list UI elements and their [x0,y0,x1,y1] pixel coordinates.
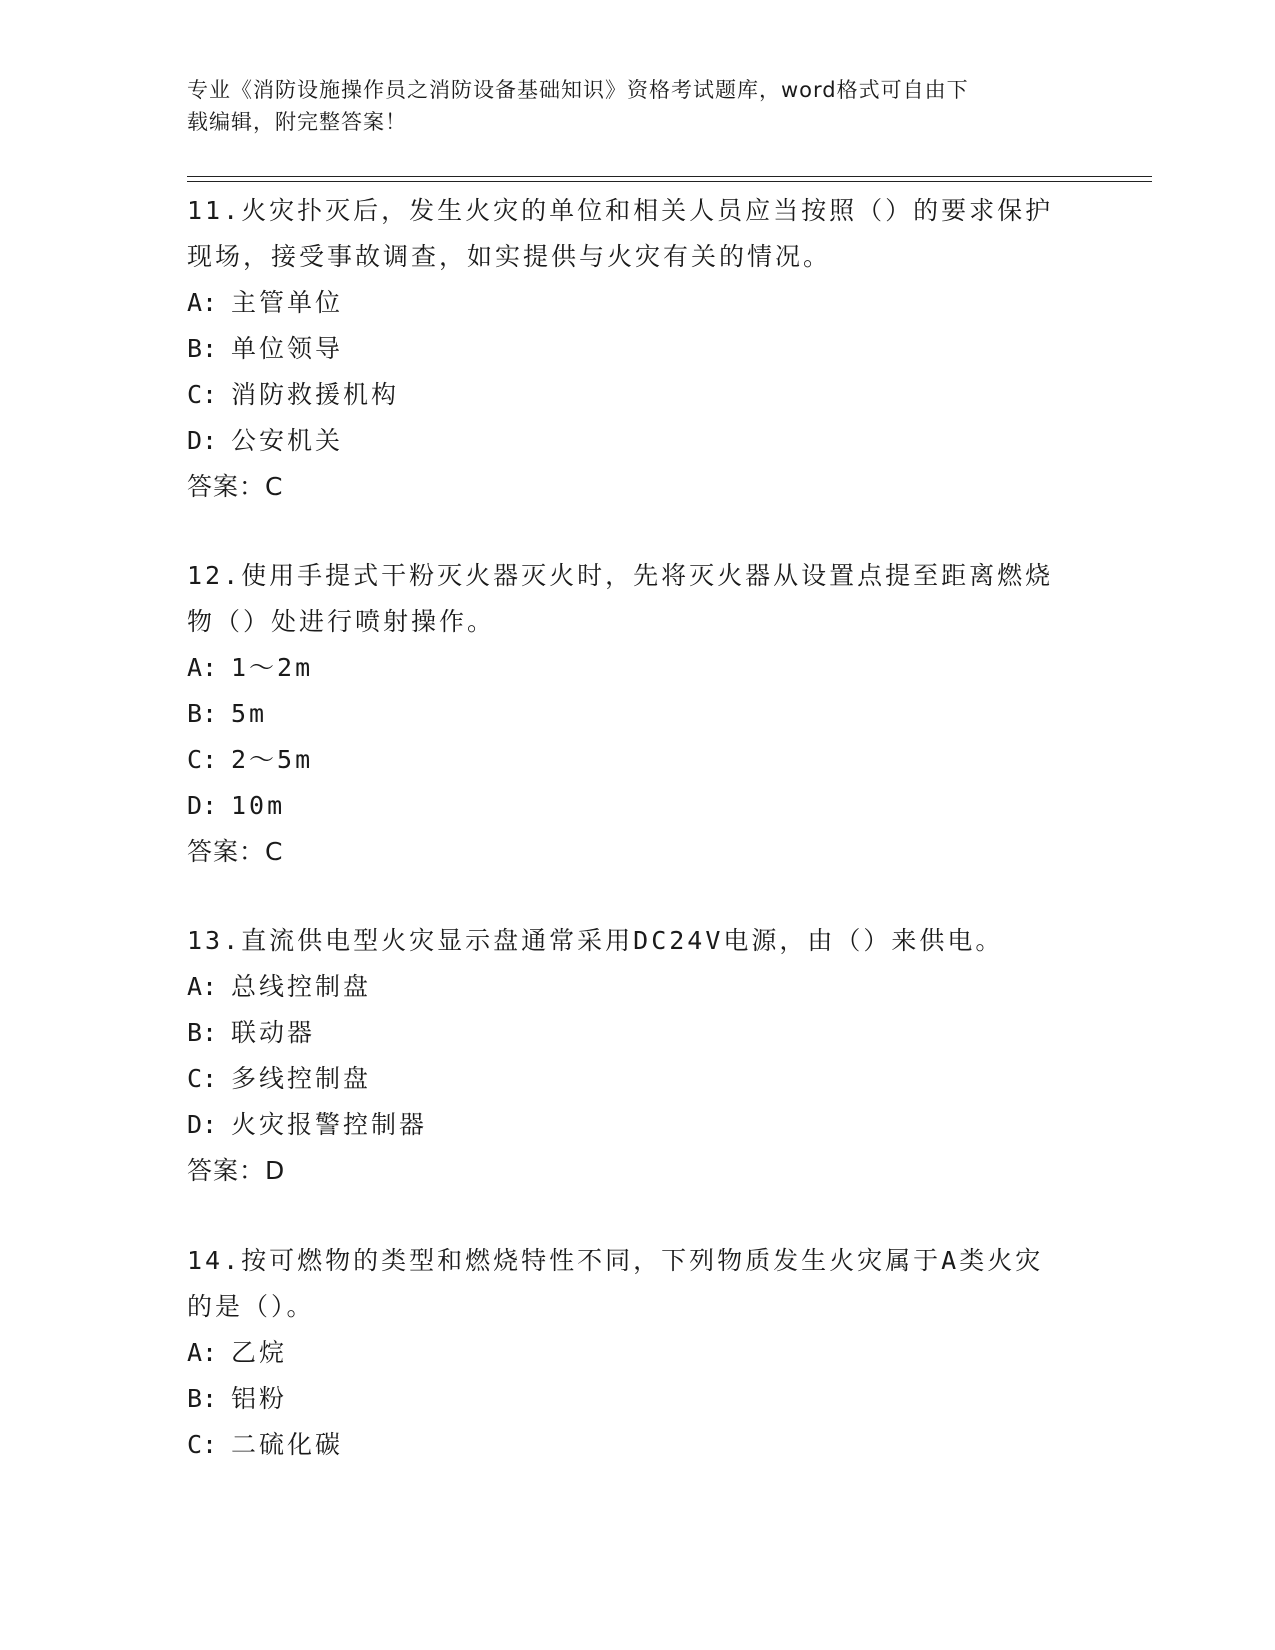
option-c [187,1056,1087,1102]
question-11 [187,188,1087,510]
header-line-1: 专业《消防设施操作员之消防设备基础知识》资格考试题库，word格式可自由下 [187,78,969,102]
option-b [187,1010,1087,1056]
option-c [187,1422,1087,1468]
option-letter: D: [187,791,218,820]
option-b [187,691,1087,737]
option-letter: A: [187,1338,218,1367]
option-text: 10m [231,791,286,820]
option-letter: A: [187,288,218,317]
option-c [187,372,1087,418]
option-letter: C: [187,745,218,774]
option-letter: B: [187,334,218,363]
document-header [187,74,1067,138]
option-b [187,1376,1087,1422]
option-text: 火灾报警控制器 [231,1110,428,1139]
option-text: 单位领导 [231,334,344,363]
option-d [187,783,1087,829]
option-c [187,737,1087,783]
option-text: 消防救援机构 [231,380,400,409]
question-stem-line: 14.按可燃物的类型和燃烧特性不同，下列物质发生火灾属于A类火灾 [187,1246,1044,1275]
answer-line: 答案：C [187,472,284,501]
option-d [187,1102,1087,1148]
question-14 [187,1238,1087,1468]
option-letter: D: [187,426,218,455]
option-letter: A: [187,972,218,1001]
option-letter: C: [187,380,218,409]
question-stem-line: 物（）处进行喷射操作。 [187,607,496,636]
question-12 [187,553,1087,875]
option-text: 1～2m [231,653,314,682]
question-stem-line: 现场，接受事故调查，如实提供与火灾有关的情况。 [187,242,832,271]
option-text: 联动器 [231,1018,316,1047]
option-a [187,645,1087,691]
option-text: 二硫化碳 [231,1430,344,1459]
option-text: 铝粉 [231,1384,288,1413]
option-a [187,280,1087,326]
option-d [187,418,1087,464]
option-letter: B: [187,1384,218,1413]
option-text: 乙烷 [231,1338,288,1367]
header-rule-bottom [187,181,1152,182]
question-stem-line: 的是（）。 [187,1292,315,1321]
question-stem-line: 11.火灾扑灭后，发生火灾的单位和相关人员应当按照（）的要求保护 [187,196,1054,225]
question-13 [187,918,1087,1194]
option-a [187,964,1087,1010]
option-text: 主管单位 [231,288,344,317]
question-stem-line: 12.使用手提式干粉灭火器灭火时，先将灭火器从设置点提至距离燃烧 [187,561,1054,590]
option-a [187,1330,1087,1376]
option-letter: A: [187,653,218,682]
question-stem-line: 13.直流供电型火灾显示盘通常采用DC24V电源，由（）来供电。 [187,926,1004,955]
option-letter: B: [187,699,218,728]
option-text: 多线控制盘 [231,1064,372,1093]
answer-line: 答案：D [187,1156,286,1185]
option-text: 2～5m [231,745,314,774]
header-line-2: 载编辑，附完整答案！ [187,110,407,134]
option-text: 总线控制盘 [231,972,372,1001]
option-text: 公安机关 [231,426,344,455]
header-rule-top [187,176,1152,177]
option-letter: C: [187,1430,218,1459]
option-letter: C: [187,1064,218,1093]
option-letter: D: [187,1110,218,1139]
option-text: 5m [231,699,268,728]
answer-line: 答案：C [187,837,284,866]
option-b [187,326,1087,372]
option-letter: B: [187,1018,218,1047]
